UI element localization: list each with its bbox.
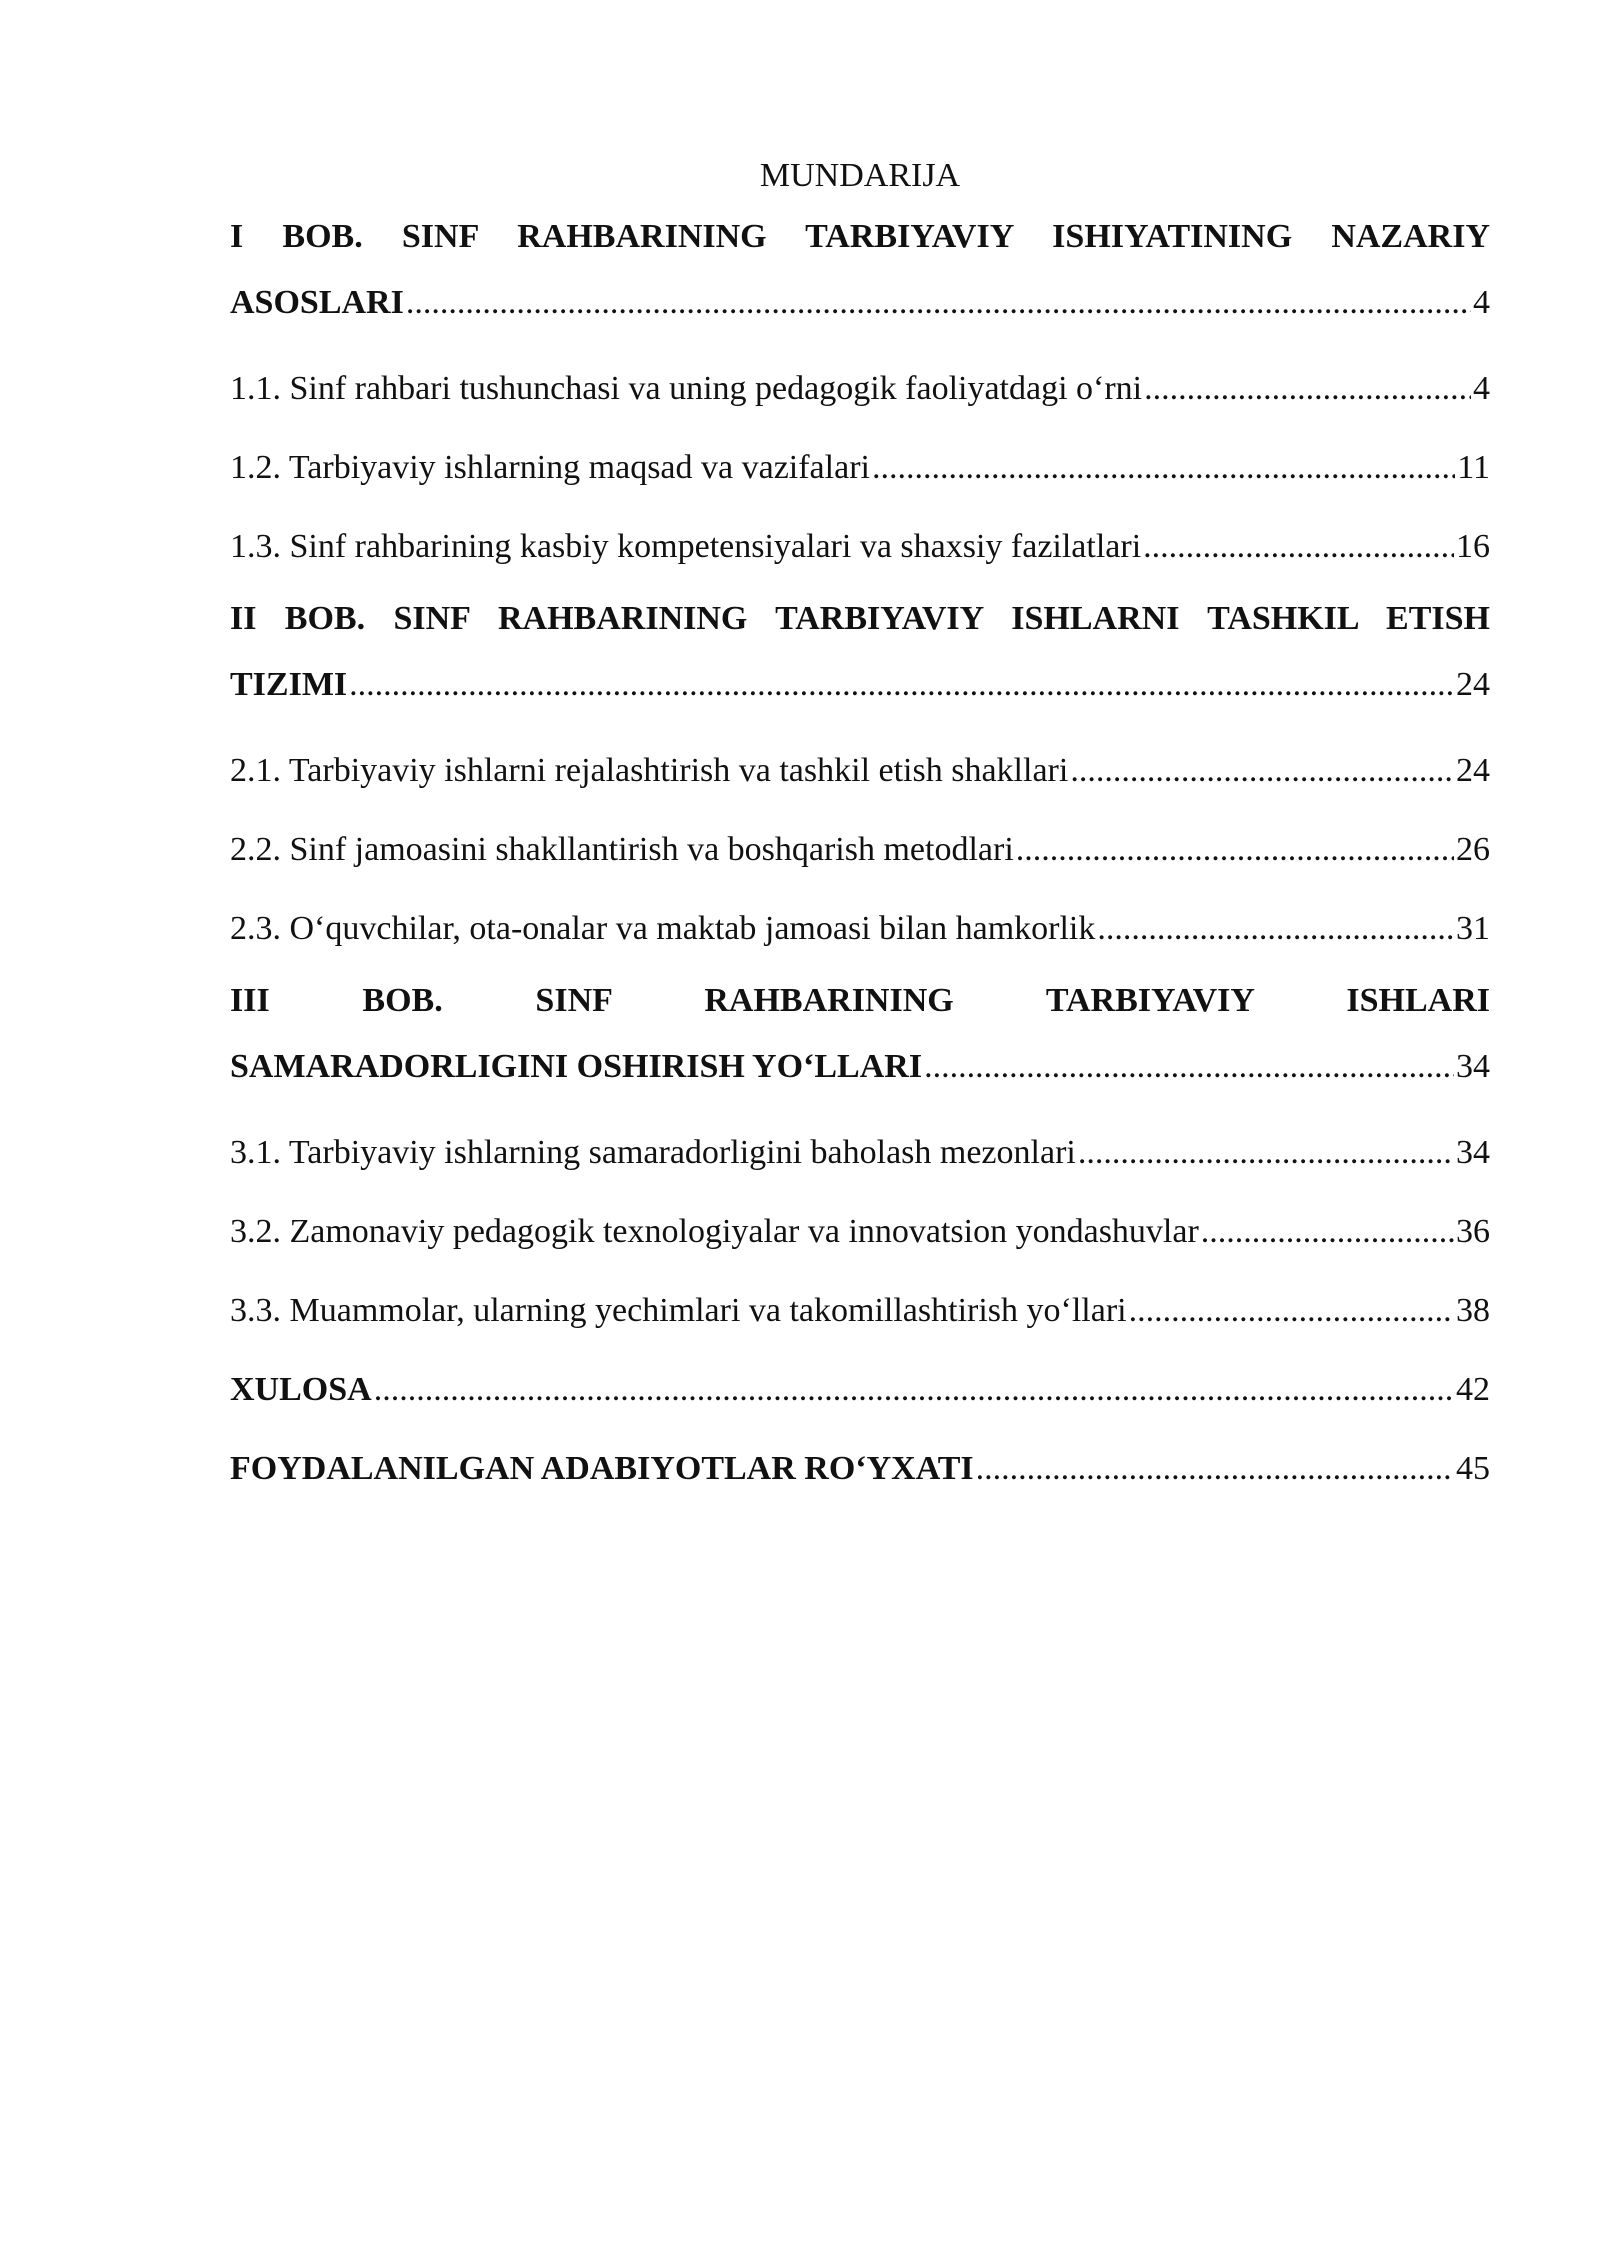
toc-page-number: 45: [1456, 1450, 1490, 1487]
dot-leader: [349, 652, 1454, 718]
toc-entry-text: 3.2. Zamonaviy pedagogik texnologiyalar va innovatsion yondashuvlar: [230, 1213, 1199, 1250]
toc-entry-text: FOYDALANILGAN ADABIYOTLAR RO‘YXATI: [230, 1450, 974, 1487]
toc-entry-text: 1.3. Sinf rahbarining kasbiy kompetensiyalari va shaxsiy fazilatlari: [230, 528, 1142, 565]
toc-entry-text: 2.3. O‘quvchilar, ota-onalar va maktab jamoasi bilan hamkorlik: [230, 910, 1096, 947]
toc-entry-section-1-1: [230, 349, 1490, 428]
toc-page-number: 11: [1457, 449, 1490, 486]
toc-entry-text: 3.1. Tarbiyaviy ishlarning samaradorligini baholash mezonlari: [230, 1134, 1076, 1171]
toc-entry-section-3-3: [230, 1271, 1490, 1350]
toc-entry-text: I BOB. SINF RAHBARINING TARBIYAVIY ISHIYATINING NAZARIY: [230, 218, 1490, 255]
toc-page-number: 34: [1456, 1134, 1490, 1171]
dot-leader: [1097, 889, 1454, 968]
toc-page-number: 4: [1473, 370, 1490, 407]
toc-entry-section-2-2: [230, 810, 1490, 889]
dot-leader: [1144, 349, 1471, 428]
dot-leader: [924, 1034, 1454, 1100]
toc-page-number: 16: [1456, 528, 1490, 565]
toc-entry-text: XULOSA: [230, 1371, 372, 1408]
dot-leader: [1070, 731, 1454, 810]
toc-entry-text: 1.2. Tarbiyaviy ishlarning maqsad va vazifalari: [230, 449, 870, 486]
toc-page-number: 26: [1456, 831, 1490, 868]
toc-entry-text: 3.3. Muammolar, ularning yechimlari va takomillashtirish yo‘llari: [230, 1292, 1127, 1329]
dot-leader: [374, 1350, 1454, 1429]
toc-entry-chapter-2: [230, 586, 1490, 731]
toc-entry-section-3-2: [230, 1192, 1490, 1271]
toc-entry-references: [230, 1429, 1490, 1508]
toc-page-number: 36: [1456, 1213, 1490, 1250]
toc-entry-text: 2.2. Sinf jamoasini shakllantirish va boshqarish metodlari: [230, 831, 1014, 868]
dot-leader: [1201, 1192, 1454, 1271]
toc-entry-text: II BOB. SINF RAHBARINING TARBIYAVIY ISHLARNI TASHKIL ETISH: [230, 600, 1490, 637]
toc-entry-conclusion: [230, 1350, 1490, 1429]
toc-page-number: 24: [1456, 666, 1490, 703]
dot-leader: [1078, 1113, 1454, 1192]
dot-leader: [1143, 507, 1454, 586]
toc-page-number: 4: [1473, 284, 1490, 321]
table-of-contents: [230, 148, 1490, 1508]
dot-leader: [406, 270, 1471, 336]
toc-entry-section-1-3: [230, 507, 1490, 586]
dot-leader: [976, 1429, 1454, 1508]
toc-entry-text: 1.1. Sinf rahbari tushunchasi va uning pedagogik faoliyatdagi o‘rni: [230, 370, 1143, 407]
dot-leader: [872, 428, 1455, 507]
toc-entry-section-2-1: [230, 731, 1490, 810]
toc-page-number: 34: [1456, 1048, 1490, 1085]
toc-entry-chapter-3: [230, 968, 1490, 1113]
toc-page-number: 42: [1456, 1371, 1490, 1408]
toc-entry-section-1-2: [230, 428, 1490, 507]
toc-page-number: 38: [1456, 1292, 1490, 1329]
toc-title: MUNDARIJA: [759, 157, 961, 194]
toc-entry-text: SAMARADORLIGINI OSHIRISH YO‘LLARI: [230, 1048, 923, 1085]
toc-entry-section-3-1: [230, 1113, 1490, 1192]
toc-entry-section-2-3: [230, 889, 1490, 968]
toc-entry-chapter-1: [230, 204, 1490, 349]
dot-leader: [1129, 1271, 1454, 1350]
dot-leader: [1016, 810, 1454, 889]
toc-entry-text: 2.1. Tarbiyaviy ishlarni rejalashtirish va tashkil etish shakllari: [230, 752, 1069, 789]
toc-page-number: 31: [1456, 910, 1490, 947]
toc-entry-text: TIZIMI: [230, 666, 348, 703]
toc-entry-text: III BOB. SINF RAHBARINING TARBIYAVIY ISHLARI: [230, 982, 1490, 1019]
toc-entry-text: ASOSLARI: [230, 284, 404, 321]
toc-page-number: 24: [1456, 752, 1490, 789]
